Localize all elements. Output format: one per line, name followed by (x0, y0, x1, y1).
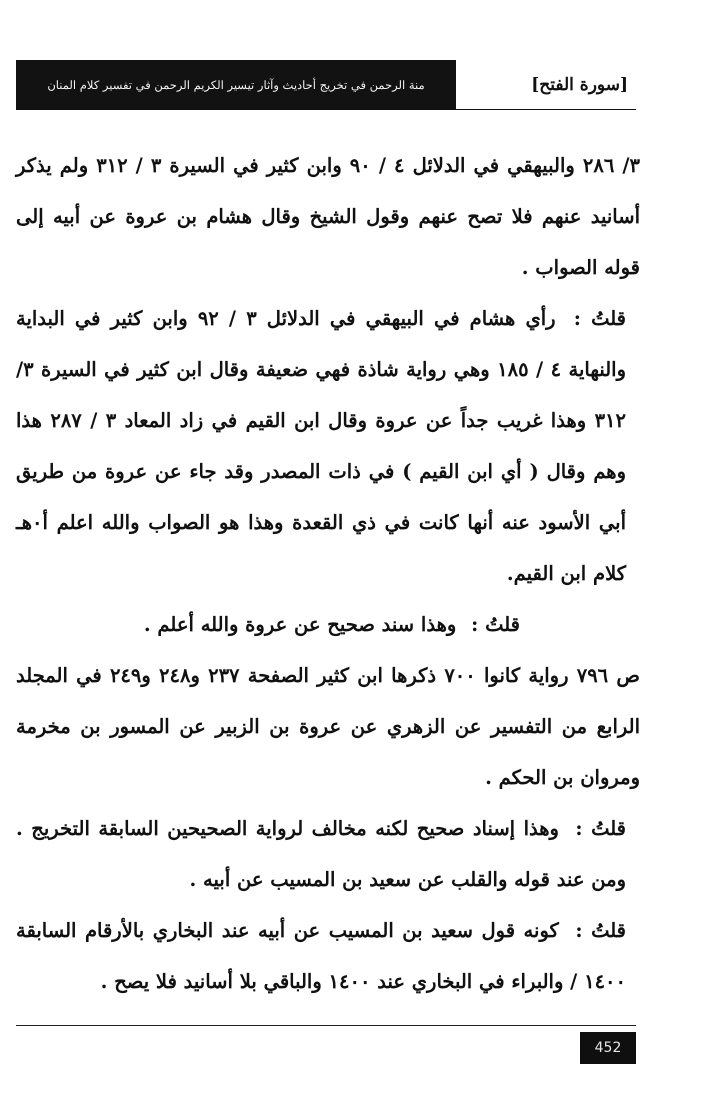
qultu-lead: قلتُ : (573, 307, 626, 330)
paragraph-text: وهذا سند صحيح عن عروة والله أعلم . (143, 613, 457, 636)
qultu-lead: قلتُ : (575, 919, 626, 942)
paragraph-2 (16, 293, 640, 599)
paragraph-6 (16, 905, 640, 1007)
book-title: منة الرحمن في تخريج أحاديث وآثار تيسير الكريم الرحمن في تفسير كلام المنان (47, 78, 425, 92)
qultu-lead: قلتُ : (471, 613, 520, 636)
book-title-bar (16, 60, 456, 110)
paragraph-text: وهذا إسناد صحيح لكنه مخالف لرواية الصحيحين السابقة التخريج . ومن عند قوله والقلب عن سعيد بن المسيب عن أبيه . (16, 817, 626, 891)
paragraph-text: ص ٧٩٦ رواية كانوا ٧٠٠ ذكرها ابن كثير الصفحة ٢٣٧ و٢٤٨ و٢٤٩ في المجلد الرابع من التفسير عن الزهري عن عروة بن الزبير عن المسور بن مخرمة ومروان بن الحكم . (16, 664, 640, 789)
page-number: 452 (580, 1032, 636, 1064)
paragraph-1 (16, 140, 640, 293)
paragraph-5 (16, 803, 640, 905)
paragraph-3 (16, 599, 640, 650)
paragraph-text: ٣/ ٢٨٦ والبيهقي في الدلائل ٤ / ٩٠ وابن كثير في السيرة ٣ / ٣١٢ ولم يذكر أسانيد عنهم فلا تصح عنهم وقول الشيخ وقال هشام بن عروة عن أبيه إلى قوله الصواب . (16, 154, 641, 279)
qultu-lead: قلتُ : (575, 817, 626, 840)
page-body (16, 140, 640, 1007)
paragraph-text: رأي هشام في البيهقي في الدلائل ٣ / ٩٢ وابن كثير في البداية والنهاية ٤ / ١٨٥ وهي رواية شاذة فهي ضعيفة وقال ابن كثير في السيرة ٣/ ٣١٢ وهذا غريب جداً عن عروة وقال ابن القيم في زاد المعاد ٣ / ٢٨٧ هذا وهم وقال ( أي ابن القيم ) في ذات المصدر وقد جاء عن عروة من طريق أبي الأسود عنه أنها كانت في ذي القعدة وهذا هو الصواب والله اعلم أ٠هـ كلام ابن القيم. (16, 307, 627, 585)
running-header (16, 60, 636, 110)
paragraph-4 (16, 650, 640, 803)
footer-rule (16, 1025, 636, 1026)
surah-label: [سورة الفتح] (531, 75, 628, 95)
paragraph-text: كونه قول سعيد بن المسيب عن أبيه عند البخاري بالأرقام السابقة ١٤٠٠ / والبراء في البخاري عند ١٤٠٠ والباقي بلا أسانيد فلا يصح . (16, 919, 626, 993)
